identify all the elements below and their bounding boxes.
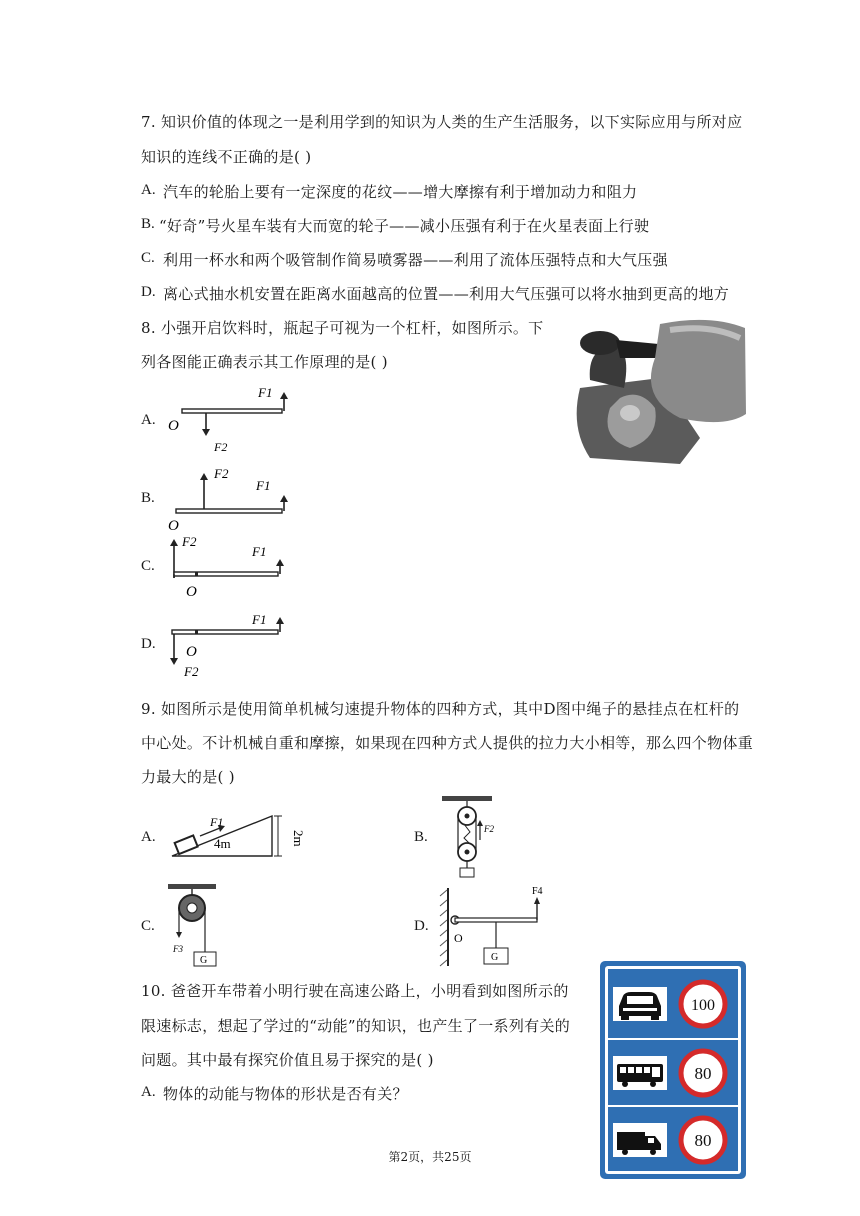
q9b-f2-label: F2 xyxy=(484,824,494,834)
q9-option-a-label: A. xyxy=(141,829,156,845)
q8b-f1-label: F1 xyxy=(256,478,271,493)
q7-option-a-label: A. xyxy=(141,182,156,198)
q9-option-b-diagram xyxy=(436,794,506,880)
q9a-length-label: 4m xyxy=(214,836,231,851)
q9d-f4-label: F4 xyxy=(532,886,543,897)
q8a-f1-label: F1 xyxy=(258,385,273,400)
q8-option-a-diagram xyxy=(164,383,304,457)
q7-option-d-text: 离心式抽水机安置在距离水面越高的位置——利用大气压强可以将水抽到更高的地方 xyxy=(163,285,730,303)
speed-limit-3: 80 xyxy=(694,1131,712,1150)
q9d-o-label: O xyxy=(454,931,463,945)
q8-stem-line2: 列各图能正确表示其工作原理的是( ) xyxy=(141,353,388,371)
q8-stem-line1: 8. 小强开启饮料时，瓶起子可视为一个杠杆，如图所示。下 xyxy=(141,319,544,337)
q8-option-d-label: D. xyxy=(141,636,156,652)
q8d-f2-label: F2 xyxy=(184,664,199,679)
q8-option-c-label: C. xyxy=(141,558,155,574)
q8-option-c-diagram xyxy=(164,532,304,604)
q7-option-a-text: 汽车的轮胎上要有一定深度的花纹——增大摩擦有利于增加动力和阻力 xyxy=(163,183,638,201)
q7-option-b-label: B. xyxy=(141,216,155,232)
q8-option-d-diagram xyxy=(164,608,304,682)
q10-stem-line3: 问题。其中最有探究价值且易于探究的是( ) xyxy=(141,1051,434,1069)
q9-stem-line1: 9. 如图所示是使用简单机械匀速提升物体的四种方式，其中D图中绳子的悬挂点在杠杆的 xyxy=(141,700,740,718)
q8d-f1-label: F1 xyxy=(252,612,267,627)
q9-stem-line3: 力最大的是( ) xyxy=(141,768,235,786)
car-icon xyxy=(619,992,661,1020)
speed-limit-sign xyxy=(599,960,747,1180)
q9a-f1-label: F1 xyxy=(210,815,224,829)
q7-stem-line1: 7. 知识价值的体现之一是利用学到的知识为人类的生产生活服务，以下实际应用与所对应 xyxy=(141,113,743,131)
q8c-o-label: O xyxy=(186,584,197,600)
q10-option-a-text: 物体的动能与物体的形状是否有关？ xyxy=(163,1085,408,1103)
q9c-f3-label: F3 xyxy=(173,944,183,954)
bottle-opener-photo xyxy=(560,318,750,464)
q8d-o-label: O xyxy=(186,644,197,660)
q7-option-d-label: D. xyxy=(141,284,156,300)
q9-option-c-label: C. xyxy=(141,918,155,934)
q9-option-d-diagram xyxy=(436,882,556,968)
q10-stem-line1: 10. 爸爸开车带着小明行驶在高速公路上，小明看到如图所示的 xyxy=(141,982,569,1000)
q10-stem-line2: 限速标志，想起了学过的“动能”的知识，也产生了一系列有关的 xyxy=(141,1017,571,1035)
q8a-f2-label: F2 xyxy=(214,440,228,454)
q9-option-a-diagram xyxy=(168,806,308,862)
q8b-o-label: O xyxy=(168,518,179,534)
q10-option-a-label: A. xyxy=(141,1084,156,1100)
q7-option-c-text: 利用一杯水和两个吸管制作简易喷雾器——利用了流体压强特点和大气压强 xyxy=(163,251,668,269)
q9d-weight-label: G xyxy=(491,952,499,963)
q9-stem-line2: 中心处。不计机械自重和摩擦，如果现在四种方式人提供的拉力大小相等，那么四个物体重 xyxy=(141,734,754,752)
q8c-f1-label: F1 xyxy=(252,544,267,559)
q7-stem-line2: 知识的连线不正确的是( ) xyxy=(141,148,312,166)
q8-option-b-label: B. xyxy=(141,490,155,506)
q9-option-c-diagram xyxy=(166,882,230,968)
q9-option-b-label: B. xyxy=(414,829,428,845)
q8-option-b-diagram xyxy=(164,462,304,534)
q7-option-b-text: “好奇”号火星车装有大而宽的轮子——减小压强有利于在火星表面上行驶 xyxy=(159,217,650,235)
q9c-weight-label: G xyxy=(200,955,208,966)
speed-limit-1: 100 xyxy=(691,997,715,1014)
q8b-f2-label: F2 xyxy=(214,466,229,481)
q8c-f2-label: F2 xyxy=(182,534,197,549)
q8a-o-label: O xyxy=(168,418,179,434)
q7-option-c-label: C. xyxy=(141,250,155,266)
q9-option-d-label: D. xyxy=(414,918,429,934)
speed-limit-2: 80 xyxy=(694,1064,712,1083)
q8-option-a-label: A. xyxy=(141,412,156,428)
q9a-height-label: 2m xyxy=(291,830,306,847)
page-footer: 第2页，共25页 xyxy=(388,1150,472,1164)
